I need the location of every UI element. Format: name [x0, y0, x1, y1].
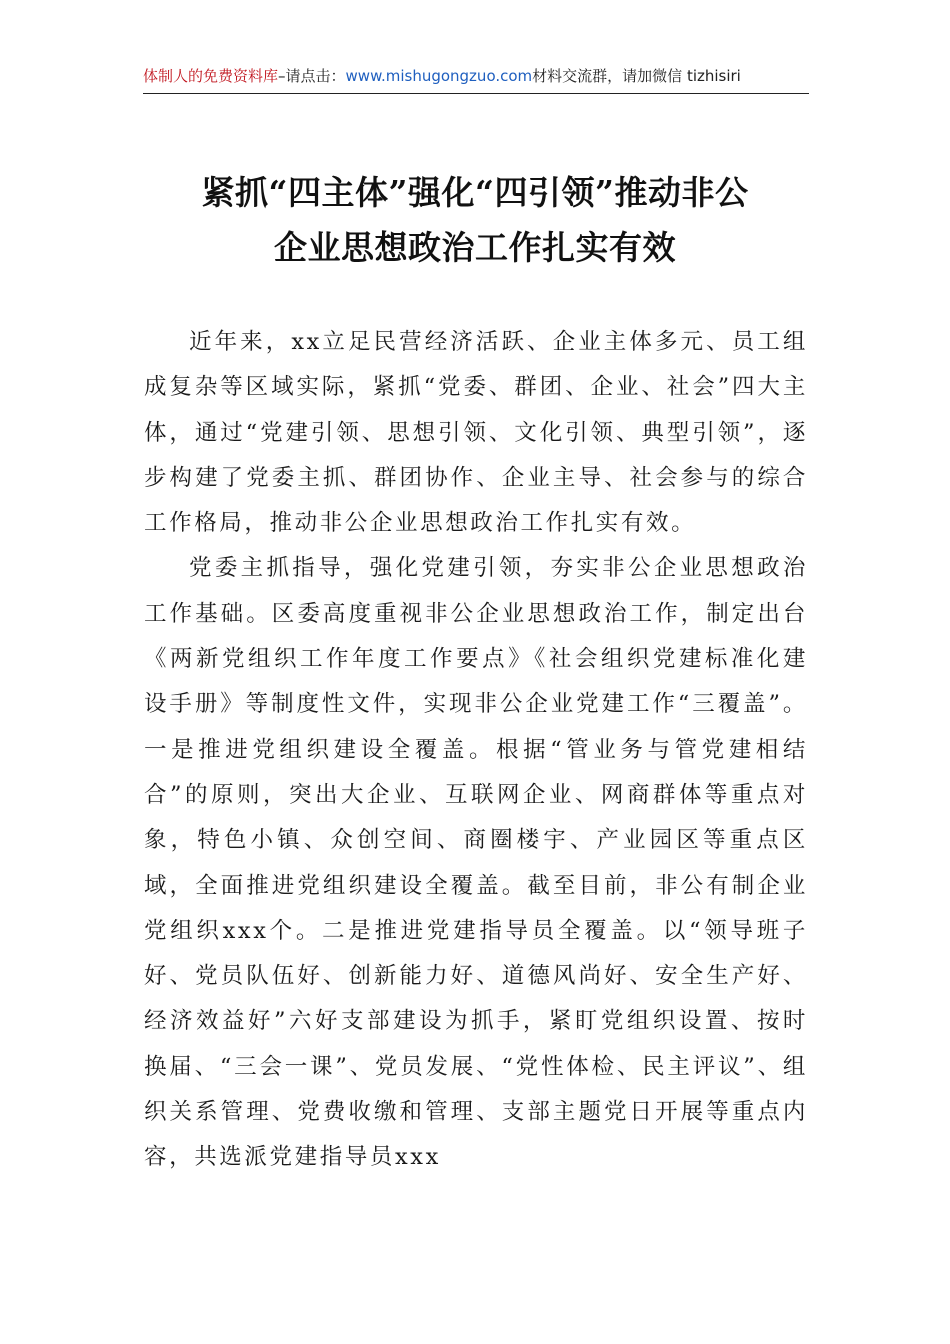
header-prompt: –请点击： — [278, 67, 346, 85]
header-brand: 体制人的免费资料库 — [143, 67, 279, 85]
document-title-line-1: 紧抓“四主体”强化“四引领”推动非公 — [201, 173, 749, 212]
page-header — [143, 62, 809, 94]
document-title — [120, 165, 830, 275]
paragraph-party-committee: 党委主抓指导，强化党建引领，夯实非公企业思想政治工作基础。区委高度重视非公企业思想政治工作，制定出台《两新党组织工作年度工作要点》《社会组织党建标准化建设手册》等制度性文件，实现非公企业党建工作“三覆盖”。一是推进党组织建设全覆盖。根据“管业务与管党建相结合”的原则，突出大企业、互联网企业、网商群体等重点对象，特色小镇、众创空间、商圈楼宇、产业园区等重点区域，全面推进党组织建设全覆盖。截至目前，非公有制企业党组织xxx个。二是推进党建指导员全覆盖。以“领导班子好、党员队伍好、创新能力好、道德风尚好、安全生产好、经济效益好”六好支部建设为抓手，紧盯党组织设置、按时换届、“三会一课”、党员发展、“党性体检、民主评议”、组织关系管理、党费收缴和管理、支部主题党日开展等重点内容，共选派党建指导员xxx — [144, 555, 808, 1171]
header-site-link[interactable]: www.mishugongzuo.com — [345, 67, 533, 85]
document-body — [144, 320, 808, 1181]
paragraph-intro: 近年来，xx立足民营经济活跃、企业主体多元、员工组成复杂等区域实际，紧抓“党委、群团、企业、社会”四大主体，通过“党建引领、思想引领、文化引领、典型引领”，逐步构建了党委主抓、群团协作、企业主导、社会参与的综合工作格局，推动非公企业思想政治工作扎实有效。 — [144, 329, 808, 537]
document-title-line-2: 企业思想政治工作扎实有效 — [274, 228, 676, 267]
header-contact: 材料交流群，请加微信 tizhisiri — [532, 67, 741, 85]
